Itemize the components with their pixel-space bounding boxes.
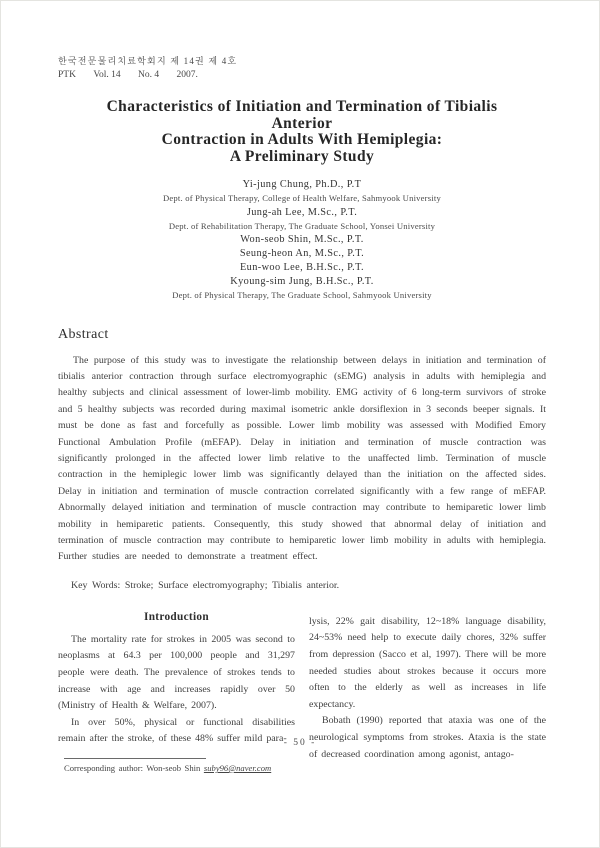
author-name: Yi-jung Chung, Ph.D., P.T	[242, 179, 362, 190]
paper-title-line: A Preliminary Study	[229, 147, 375, 165]
corresponding-author-email[interactable]: suby96@naver.com	[203, 762, 272, 773]
author-name: Seung-heon An, M.Sc., P.T.	[239, 248, 365, 259]
paper-title	[58, 99, 546, 165]
authors-block	[58, 178, 546, 303]
footnote-rule	[64, 758, 206, 759]
introduction-heading: Introduction	[144, 610, 209, 623]
journal-volume: Vol. 14	[93, 70, 121, 80]
author-affiliation: Dept. of Physical Therapy, College of Health Welfare, Sahmyook University	[163, 193, 441, 203]
introduction-paragraph: In over 50%, physical or functional disabilities remain after the stroke, of these 48% suffer mild para-	[58, 716, 295, 745]
author-affiliation: Dept. of Physical Therapy, The Graduate School, Sahmyook University	[172, 290, 432, 300]
journal-issue: No. 4	[137, 70, 160, 80]
abstract-heading: Abstract	[58, 326, 109, 342]
paper-title-line: Anterior	[271, 114, 333, 132]
keywords-line: Key Words: Stroke; Surface electromyography; Tibialis anterior.	[71, 579, 340, 591]
journal-volume-line	[58, 69, 546, 82]
paper-title-line: Contraction in Adults With Hemiplegia:	[161, 131, 443, 148]
two-column-body	[58, 611, 546, 773]
author-name: Won-seob Shin, M.Sc., P.T.	[240, 234, 364, 245]
author-name: Jung-ah Lee, M.Sc., P.T.	[246, 206, 358, 218]
footnote	[58, 758, 295, 773]
corresponding-author-line	[58, 763, 295, 773]
right-column	[309, 611, 546, 773]
author-affiliation: Dept. of Rehabilitation Therapy, The Graduate School, Yonsei University	[168, 220, 436, 231]
journal-year: 2007.	[176, 70, 198, 80]
author-name: Eun-woo Lee, B.H.Sc., P.T.	[239, 262, 365, 273]
introduction-paragraph: The mortality rate for strokes in 2005 was second to neoplasms at 64.3 per 100,000 people and 31,297 people were death. The prevalence of strokes tends to increase with age and increases rapidly over 50 (Ministry of Health & Welfare, 2007).	[58, 633, 295, 712]
author-name: Kyoung-sim Jung, B.H.Sc., P.T.	[230, 276, 374, 287]
introduction-paragraph: Bobath (1990) reported that ataxia was one of the neurological symptoms from strokes. Ataxia is the state of decreased coordination among agonist, antago-	[309, 715, 546, 760]
abstract-body: The purpose of this study was to investigate the relationship between delays in initiation and termination of tibialis anterior contraction through surface electromyographic (sEMG) analysis in adults with hemiplegia and healthy subjects and clinical assessment of lower-limb mobility. EMG activity of 6 long-term survivors of stroke and 5 healthy subjects was recorded during maximal isometric ankle dorsiflexion in 3 seconds beeper signals. It must be done as fast and forcefully as possible. Lower limb mobility was assessed with Modified Emory Functional Ambulation Profile (mEFAP). Delay in initiation and termination of muscle contraction was significantly prolonged in the affected lower limb relative to the unaffected limb. Termination of muscle contraction in the hemiplegic lower limb was significantly delayed than the initiation on the affected sides. Delay in initiation and termination of muscle contraction correlated significantly with a few range of mEFAP. Abnormally delayed initiation and termination of muscle contraction may contribute to hemiparetic lower limb mobility in hemiparetic patients. Consequently, this study showed that abnormal delay of initiation and termination of muscle contraction may contribute to hemiparetic lower limb mobility in adults with hemiplegia. Further studies are needed to demonstrate a treatment effect.	[58, 354, 546, 563]
journal-title-korean: 한국전문물리치료학회지 제 14권 제 4호	[58, 56, 238, 66]
journal-header	[58, 55, 546, 82]
page-number: - 50 -	[283, 738, 317, 748]
paper-title-line: Characteristics of Initiation and Termination of Tibialis	[106, 98, 498, 115]
introduction-paragraph: lysis, 22% gait disability, 12~18% language disability, 24~53% need help to execute daily chores, 32% suffer from depression (Sacco et al, 1997). There will be more needed studies about strokes because it occurs more often to the elderly as well as increases in life expectancy.	[309, 615, 546, 710]
left-column	[58, 611, 295, 773]
journal-abbrev: PTK	[58, 70, 76, 80]
corresponding-author-label: Corresponding author: Won-seob Shin	[64, 762, 201, 773]
